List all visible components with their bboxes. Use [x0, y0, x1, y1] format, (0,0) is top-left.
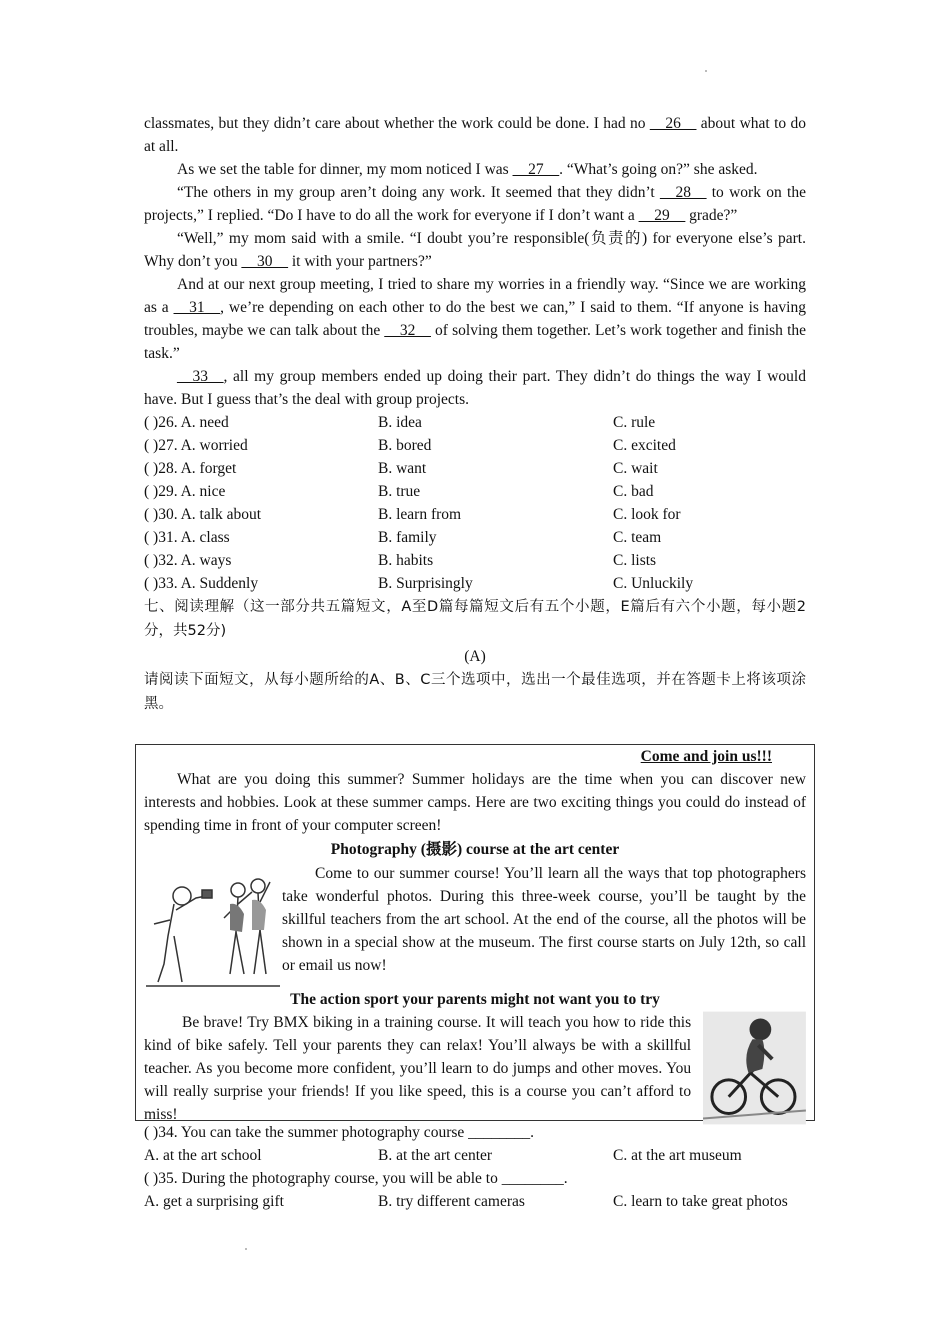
question-row: ( )27. A. worried B. bored C. excited	[144, 437, 676, 454]
question-row: ( )31. A. class B. family C. team	[144, 529, 662, 546]
question-35-options: A. get a surprising gift B. try different cameras C. learn to take great photos	[144, 1193, 788, 1210]
question-35: ( )35. During the photography course, you will be able to ________.	[144, 1170, 568, 1187]
blank-31[interactable]: __31__	[173, 299, 221, 316]
blank-28[interactable]: __28__	[659, 184, 707, 201]
section-heading: 七、阅读理解（这一部分共五篇短文，A至D篇每篇短文后有五个小题，E篇后有六个小题，每小题2分，共52分)	[144, 599, 806, 639]
question-row: ( )29. A. nice B. true C. bad	[144, 483, 654, 500]
blank-26[interactable]: __26__	[649, 115, 697, 132]
worksheet-page	[144, 112, 806, 716]
blank-30[interactable]: __30__	[241, 253, 288, 270]
passage-paragraph: As we set the table for dinner, my mom noticed I was __27__. “What’s going on?” she asked.	[177, 161, 758, 178]
blank-33[interactable]: __33__	[177, 368, 224, 385]
question-row: ( )26. A. need B. idea C. rule	[144, 414, 656, 431]
blank-32[interactable]: __32__	[384, 322, 431, 339]
question-row: ( )32. A. ways B. habits C. lists	[144, 552, 657, 569]
question-row: ( )33. A. Suddenly B. Surprisingly C. Unluckily	[144, 575, 694, 592]
cloze-options	[144, 411, 806, 595]
question-34-options: A. at the art school B. at the art center C. at the art museum	[144, 1147, 742, 1164]
ad-intro: What are you doing this summer? Summer holidays are the time when you can discover new interests and hobbies. Look at these summer camps. Here are two exciting things you could do instead of spending time in front of your computer screen!	[144, 771, 806, 834]
question-row: ( )30. A. talk about B. learn from C. look for	[144, 506, 681, 523]
section-instruction: 请阅读下面短文，从每小题所给的A、B、C三个选项中，选出一个最佳选项，并在答题卡上将该项涂黑。	[144, 672, 806, 712]
passage-paragraph: And at our next group meeting, I tried to share my worries in a friendly way. “Since we are working as a __31__, we’re depending on each other to do the best we can,” I said to them. “If anyone is having troubles, maybe we can talk about the __32__ of solving them together. Let’s work together and finish the task.”	[144, 276, 807, 362]
passage-paragraph: __33__, all my group members ended up doing their part. They didn’t do things the way I would have. But I guess that’s the deal with group projects.	[144, 368, 806, 408]
ad-title: Come and join us!!!	[640, 748, 772, 765]
scan-mark	[245, 1248, 247, 1250]
scan-mark	[705, 70, 707, 72]
summer-camp-ad	[135, 744, 815, 1121]
blank-27[interactable]: __27__	[512, 161, 560, 178]
bmx-rider-illustration-icon	[703, 1011, 806, 1125]
bmx-course-text: Be brave! Try BMX biking in a training course. It will teach you how to ride this kind of bike safely. Tell your parents they can relax! You’ll always be with a skillful teacher. As you become more confident, you’ll learn to do jumps and other moves. You will really surprise your friends! If you like speed, this is a course you can’t afford to miss!	[144, 1014, 692, 1123]
question-34: ( )34. You can take the summer photography course ________.	[144, 1124, 535, 1141]
passage-paragraph: classmates, but they didn’t care about whether the work could be done. I had no __26__ about what to do at all.	[144, 115, 806, 155]
part-label: (A)	[464, 648, 486, 665]
question-row: ( )28. A. forget B. want C. wait	[144, 460, 658, 477]
bmx-course-heading: The action sport your parents might not want you to try	[290, 991, 660, 1008]
reading-questions	[144, 1121, 806, 1213]
blank-29[interactable]: __29__	[638, 207, 686, 224]
photo-course-heading: Photography (摄影) course at the art center	[330, 841, 620, 858]
photo-course-text: Come to our summer course! You’ll learn all the ways that top photographers take wonderful photos. During this three-week course, you’ll be taught by the skillful teachers from the art school. At the end of the course, all the photos will be shown in a special show at the museum. The first course starts on July 12th, so call or email us now!	[282, 865, 806, 974]
photographer-illustration-icon	[144, 874, 282, 989]
passage-paragraph: “Well,” my mom said with a smile. “I doubt you’re responsible(负责的) for everyone else’s part. Why don’t you __30__ it with your partners?”	[144, 230, 806, 270]
passage-paragraph: “The others in my group aren’t doing any work. It seemed that they didn’t __28__ to work on the projects,” I replied. “Do I have to do all the work for everyone if I don’t want a __29__ grade?”	[144, 184, 806, 224]
